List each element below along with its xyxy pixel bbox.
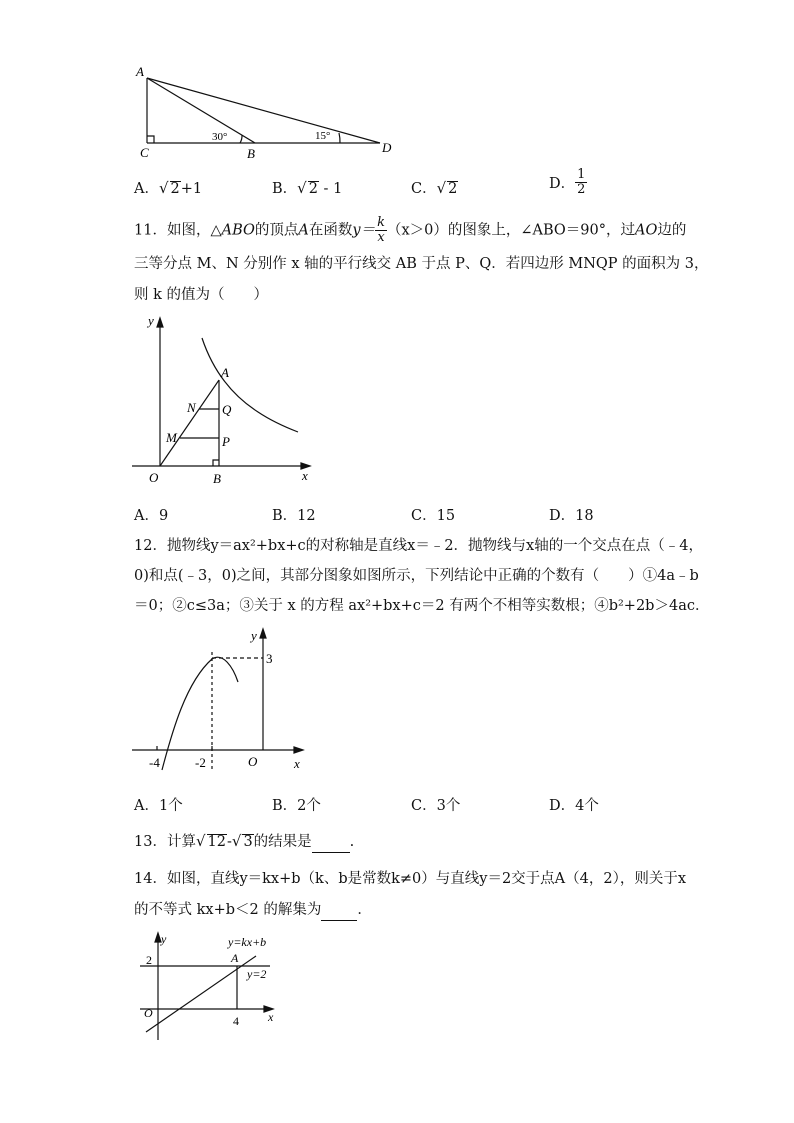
q12-parabola-figure	[128, 622, 313, 777]
q13-answer-blank[interactable]	[312, 832, 350, 853]
label-C: C	[140, 145, 149, 160]
axis-y: y	[148, 313, 154, 328]
q10-option-a[interactable]: A．√ 2+1	[134, 179, 203, 197]
angle-15: 15°	[315, 130, 331, 142]
label-O: O	[144, 1006, 153, 1020]
q12-option-b[interactable]: B．2个	[272, 798, 321, 814]
axis-x: x	[268, 1010, 274, 1024]
q12-line3: ＝0；②c≤3a；③关于 x 的方程 ax²+bx+c＝2 有两个不相等实数根；④b²+2b＞4ac．	[134, 598, 710, 614]
label-A: A	[221, 365, 229, 380]
q13-line: 13．计算√ 12-√ 3的结果是 .	[134, 831, 354, 853]
q11-line2: 三等分点 M、N 分别作 x 轴的平行线交 AB 于点 P、Q．若四边形 MNQP 的面积为 3，	[134, 256, 709, 272]
label-B: B	[247, 146, 255, 161]
angle-30: 30°	[212, 131, 228, 143]
q14-graph-figure	[140, 928, 285, 1043]
q12-line1: 12．抛物线y＝ax²+bx+c的对称轴是直线x＝﹣2．抛物线与x轴的一个交点在点（﹣4，	[134, 538, 703, 554]
q11-option-b[interactable]: B．12	[272, 508, 316, 524]
label-3: 3	[266, 651, 273, 666]
q14-line1: 14．如图，直线y＝kx+b（k、b是常数k≠0）与直线y＝2交于点A（4，2），则关于x	[134, 871, 687, 887]
q14-answer-blank[interactable]	[321, 900, 357, 921]
q14-line2: 的不等式 kx+b＜2 的解集为 ．	[134, 900, 372, 921]
q11-option-d[interactable]: D．18	[549, 508, 594, 524]
q11-line3: 则 k 的值为（ ）	[134, 287, 269, 303]
label-B: B	[213, 471, 221, 486]
label-D: D	[382, 140, 392, 155]
q10-option-d[interactable]: D． $\frac{1}{2}$	[549, 167, 586, 197]
label-Q: Q	[222, 402, 232, 417]
axis-y: y	[161, 932, 167, 946]
q11-graph-figure	[130, 308, 320, 488]
label-line1: y=kx+b	[228, 935, 267, 949]
label-minus4: -4	[149, 755, 160, 770]
q10-triangle-figure	[130, 60, 400, 165]
label-O: O	[149, 470, 159, 485]
label-line2: y=2	[247, 967, 267, 981]
label-minus2: -2	[195, 755, 206, 770]
axis-x: x	[302, 468, 308, 483]
label-O: O	[248, 754, 258, 769]
label-4: 4	[233, 1014, 239, 1028]
q12-option-a[interactable]: A．1个	[134, 798, 183, 814]
label-2: 2	[146, 953, 152, 967]
label-A: A	[231, 951, 239, 965]
q12-line2: 0)和点(﹣3，0)之间，其部分图象如图所示，下列结论中正确的个数有（ ）①4a﹣b	[134, 568, 699, 584]
q11-line1: 11．如图，△ABO的顶点A在函数y＝ $\frac{k}{x}$ （x＞0）的图象上，∠ABO＝90°，过AO边的	[134, 215, 687, 245]
q12-option-d[interactable]: D．4个	[549, 798, 599, 814]
label-N: N	[187, 400, 196, 415]
axis-x: x	[294, 756, 300, 771]
q11-option-a[interactable]: A．9	[134, 508, 169, 524]
q12-option-c[interactable]: C．3个	[411, 798, 461, 814]
axis-y: y	[251, 628, 257, 643]
label-P: P	[222, 434, 230, 449]
q10-option-b[interactable]: B．√ 2 - 1	[272, 179, 343, 197]
label-M: M	[166, 430, 177, 445]
q10-option-c[interactable]: C．√ 2	[411, 179, 458, 197]
q11-option-c[interactable]: C．15	[411, 508, 456, 524]
label-A: A	[136, 64, 144, 79]
